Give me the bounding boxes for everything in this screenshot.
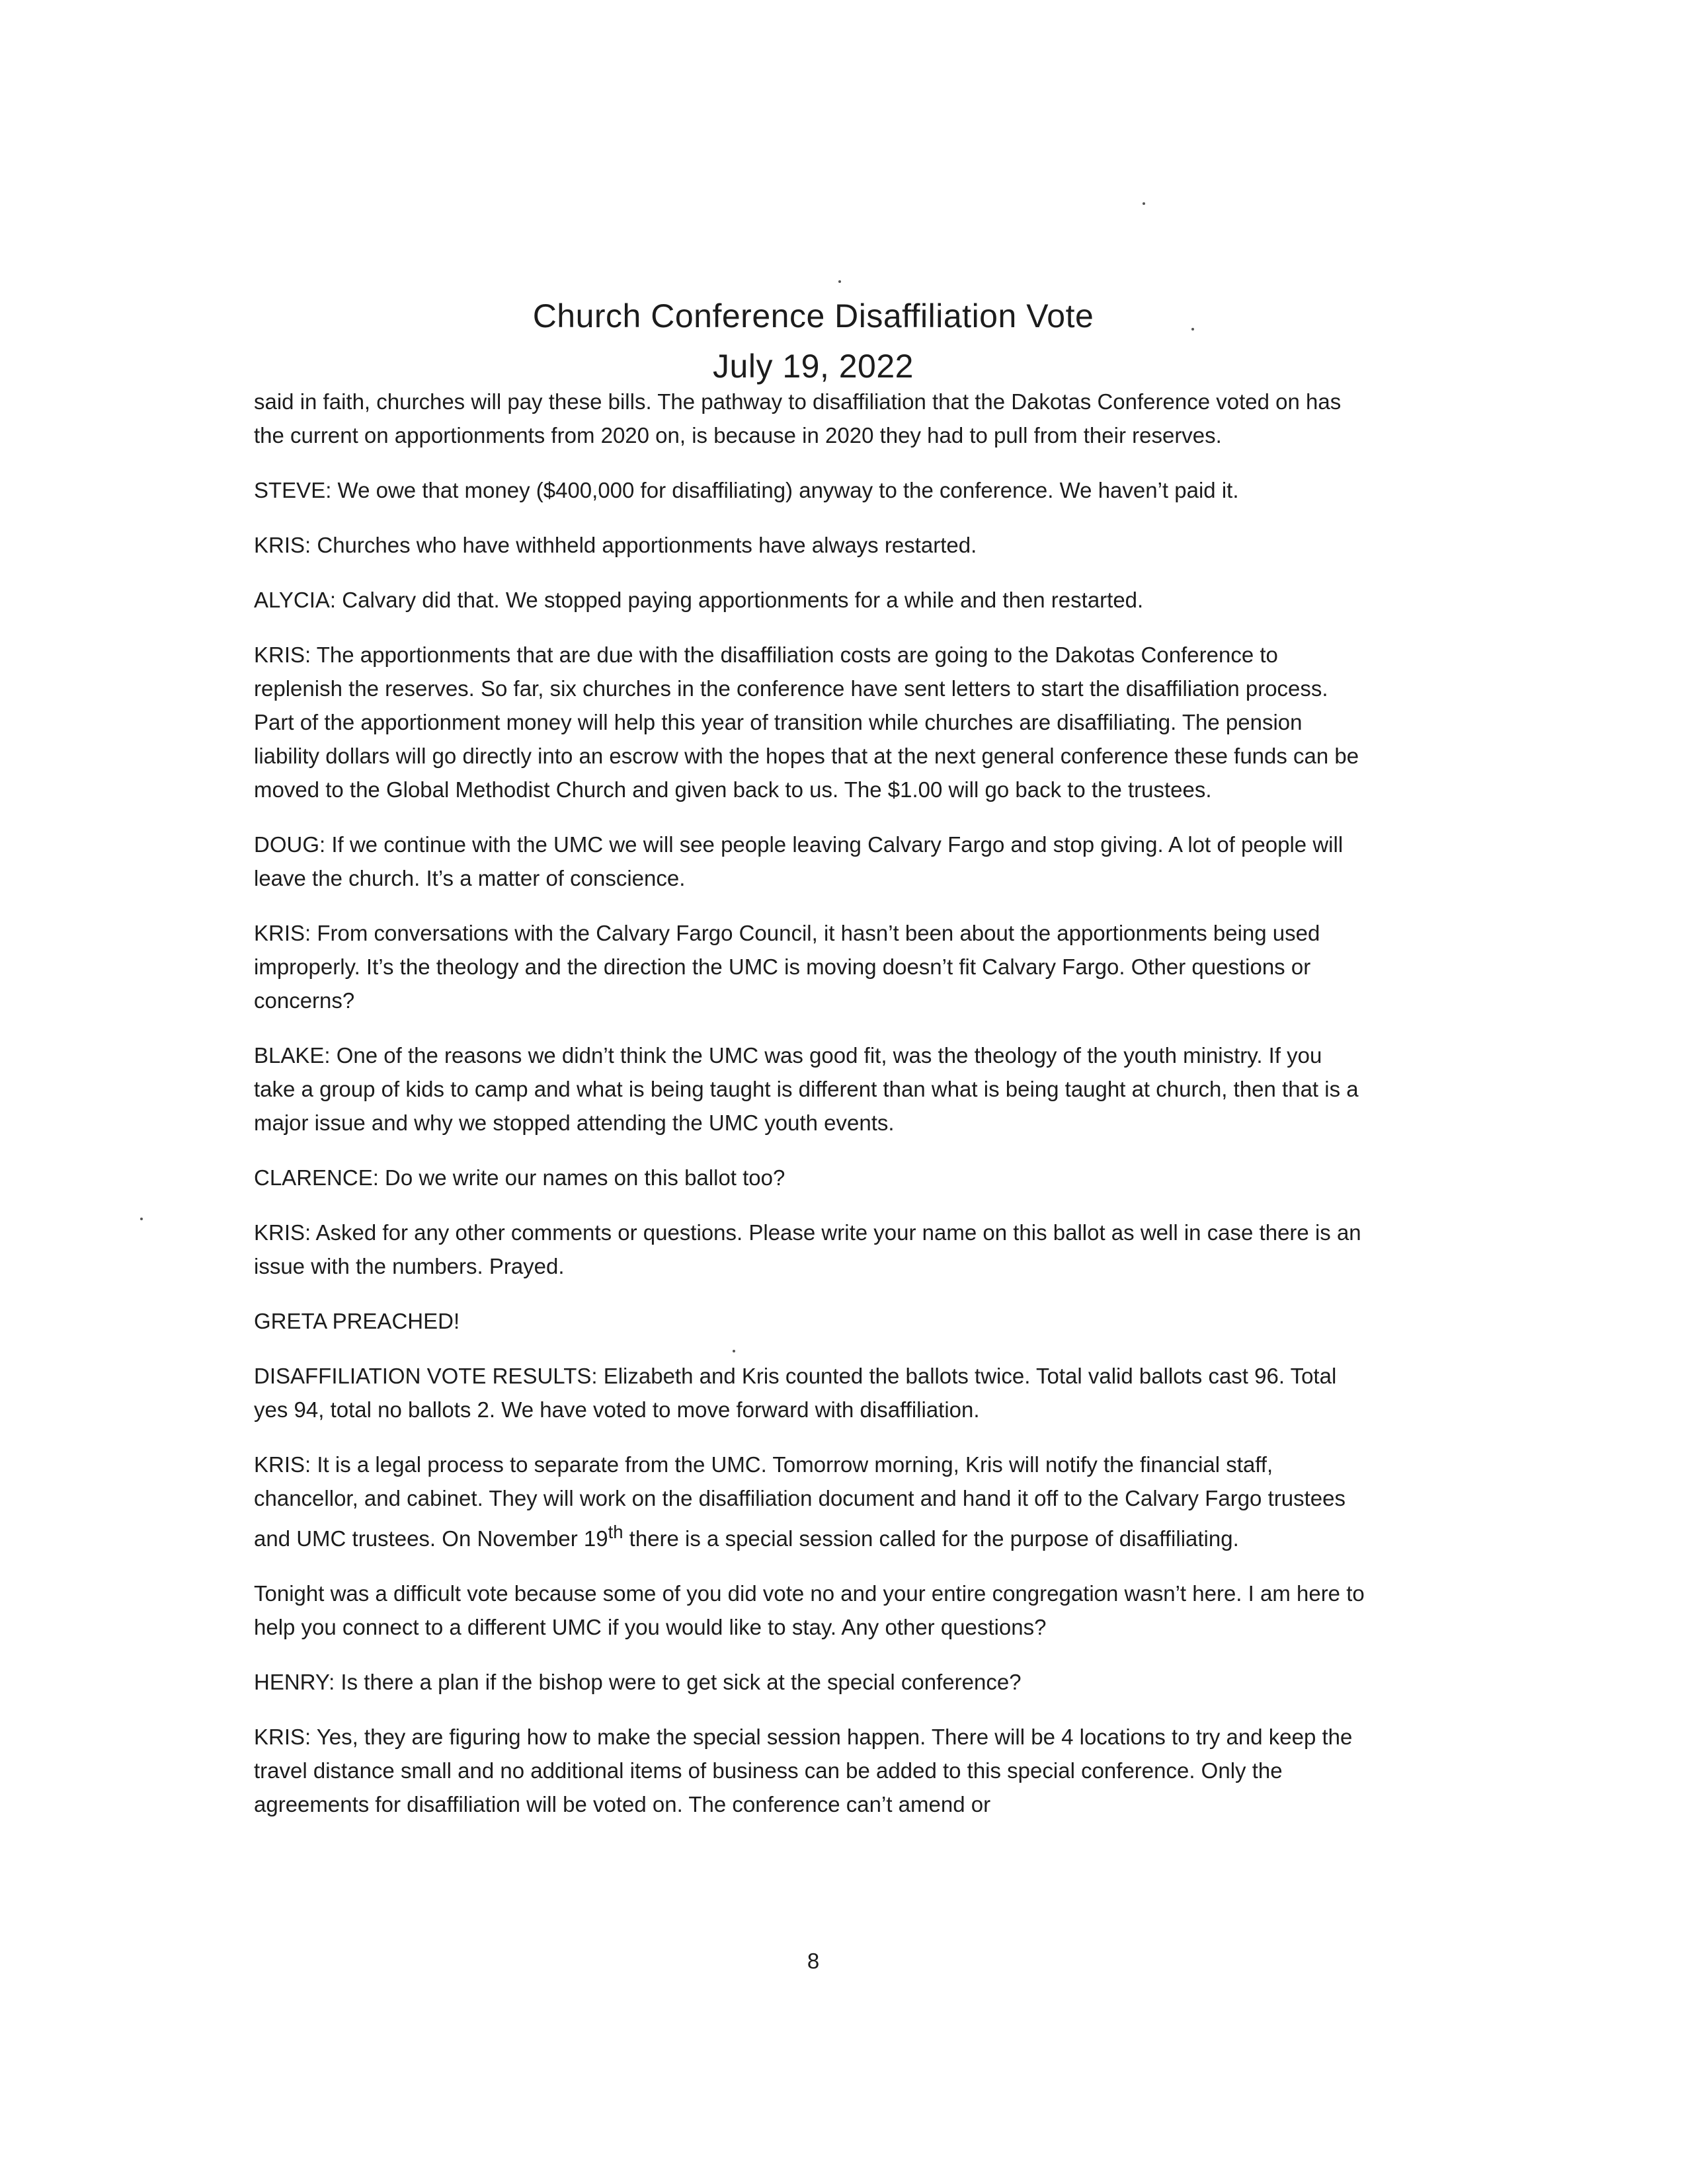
paragraph-clarence: CLARENCE: Do we write our names on this ballot too?: [254, 1165, 785, 1190]
minutes-body: [254, 385, 1365, 1842]
scan-speck: [838, 280, 841, 283]
scan-speck: [733, 1350, 735, 1352]
paragraph-continuation: said in faith, churches will pay these bills. The pathway to disaffiliation that the Dakotas Conference voted on has the current on apportionments from 2020 on, is because in 2020 they had to pull from their reserves.: [254, 389, 1342, 448]
paragraph-alycia: ALYCIA: Calvary did that. We stopped paying apportionments for a while and then restarted.: [254, 588, 1144, 612]
legal-text-after: there is a special session called for the purpose of disaffiliating.: [623, 1526, 1239, 1551]
document-date: July 19, 2022: [713, 348, 914, 385]
paragraph-kris-council: KRIS: From conversations with the Calvary Fargo Council, it hasn’t been about the apportionments being used improperly. It’s the theology and the direction the UMC is moving doesn’t fit Calvary Fargo. Other questions or concerns?: [254, 921, 1320, 1013]
paragraph-doug: DOUG: If we continue with the UMC we will see people leaving Calvary Fargo and stop giving. A lot of people will leave the church. It’s a matter of conscience.: [254, 832, 1344, 890]
paragraph-kris-legal: [254, 1448, 1365, 1555]
paragraph-kris-special-session: KRIS: Yes, they are figuring how to make the special session happen. There will be 4 locations to try and keep the travel distance small and no additional items of business can be added to this special conference. Only the agreements for disaffiliation will be voted on. The conference can’t amend or: [254, 1725, 1353, 1816]
ordinal-suffix: th: [608, 1522, 623, 1542]
paragraph-kris-apportionments: KRIS: The apportionments that are due with the disaffiliation costs are going to the Dakotas Conference to replenish the reserves. So far, six churches in the conference have sent letters to start the disaffiliation process. Part of the apportionment money will help this year of transition while churches are disaffiliating. The pension liability dollars will go directly into an escrow with the hopes that at the next general conference these funds can be moved to the Global Methodist Church and given back to us. The $1.00 will go back to the trustees.: [254, 643, 1359, 802]
paragraph-kris-withheld: KRIS: Churches who have withheld apportionments have always restarted.: [254, 533, 977, 557]
paragraph-difficult-vote: Tonight was a difficult vote because some of you did vote no and your entire congregation wasn’t here. I am here to help you connect to a different UMC if you would like to stay. Any other questions?: [254, 1581, 1365, 1639]
scan-speck: [1191, 328, 1194, 331]
scan-speck: [1143, 202, 1145, 205]
paragraph-greta: GRETA PREACHED!: [254, 1309, 460, 1333]
paragraph-henry: HENRY: Is there a plan if the bishop were to get sick at the special conference?: [254, 1670, 1022, 1694]
legal-text-before: KRIS: It is a legal process to separate from the UMC. Tomorrow morning, Kris will notify the financial staff, chancellor, and cabinet. They will work on the disaffiliation document and hand it off to the Calvary Fargo trustees and UMC trustees. On November 19: [254, 1452, 1345, 1551]
document-title: Church Conference Disaffiliation Vote: [532, 297, 1094, 334]
paragraph-vote-results: DISAFFILIATION VOTE RESULTS: Elizabeth and Kris counted the ballots twice. Total valid ballots cast 96. Total yes 94, total no ballots 2. We have voted to move forward with disaffiliation.: [254, 1364, 1337, 1422]
paragraph-blake: BLAKE: One of the reasons we didn’t think the UMC was good fit, was the theology of the youth ministry. If you take a group of kids to camp and what is being taught is different than what is being taught at church, then that is a major issue and why we stopped attending the UMC youth events.: [254, 1043, 1359, 1135]
scan-speck: [140, 1218, 143, 1220]
paragraph-steve: STEVE: We owe that money ($400,000 for disaffiliating) anyway to the conference. We haven’t paid it.: [254, 478, 1239, 502]
title-block: [0, 291, 1626, 391]
page-number: 8: [807, 1949, 820, 1973]
paragraph-kris-ballot: KRIS: Asked for any other comments or questions. Please write your name on this ballot as well in case there is an issue with the numbers. Prayed.: [254, 1220, 1361, 1278]
